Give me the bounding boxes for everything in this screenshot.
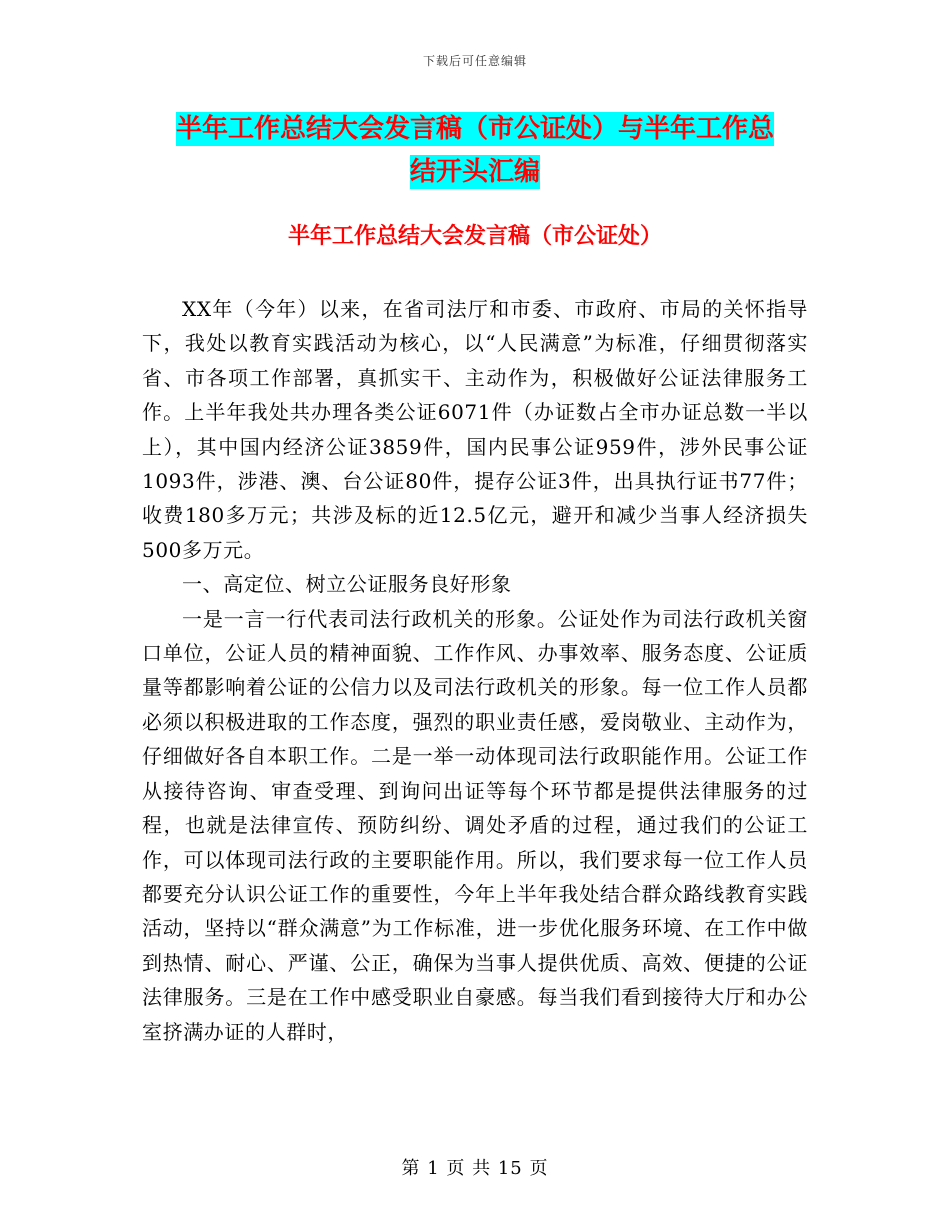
section-title: 半年工作总结大会发言稿（市公证处） (287, 224, 662, 249)
paragraph-heading-1: 一、高定位、树立公证服务良好形象 (182, 572, 512, 597)
document-title-line-1: 半年工作总结大会发言稿（市公证处）与半年工作总 (175, 114, 774, 144)
page-footer: 第 1 页 共 15 页 (401, 1158, 549, 1179)
document-title-line-2: 结开头汇编 (409, 157, 540, 187)
document-title (150, 108, 800, 194)
header-note: 下载后可任意编辑 (422, 54, 527, 68)
paragraph-body-1: 一是一言一行代表司法行政机关的形象。公证处作为司法行政机关窗口单位，公证人员的精神面貌、工作作风、办事效率、服务态度、公证质量等都影响着公证的公信力以及司法行政机关的形象。每一位工作人员都必须以积极进取的工作态度，强烈的职业责任感，爱岗敬业、主动作为，仔细做好各自本职工作。二是一举一动体现司法行政职能作用。公证工作从接待咨询、审查受理、到询问出证等每个环节都是提供法律服务的过程，也就是法律宣传、预防纠纷、调处矛盾的过程，通过我们的公证工作，可以体现司法行政的主要职能作用。所以，我们要求每一位工作人员都要充分认识公证工作的重要性，今年上半年我处结合群众路线教育实践活动，坚持以“群众满意”为工作标准，进一步优化服务环境、在工作中做到热情、耐心、严谨、公正，确保为当事人提供优质、高效、便捷的公证法律服务。三是在工作中感受职业自豪感。每当我们看到接待大厅和办公室挤满办证的人群时， (142, 606, 808, 1044)
paragraph-intro: XX年（今年）以来，在省司法厅和市委、市政府、市局的关怀指导下，我处以教育实践活动为核心，以“人民满意”为标准，仔细贯彻落实省、市各项工作部署，真抓实干、主动作为，积极做好公证法律服务工作。上半年我处共办理各类公证6071件（办证数占全市办证总数一半以上），其中国内经济公证3859件，国内民事公证959件，涉外民事公证1093件，涉港、澳、台公证80件，提存公证3件，出具执行证书77件；收费180多万元；共涉及标的近12.5亿元，避开和减少当事人经济损失500多万元。 (142, 297, 808, 562)
body-text (142, 292, 808, 1049)
